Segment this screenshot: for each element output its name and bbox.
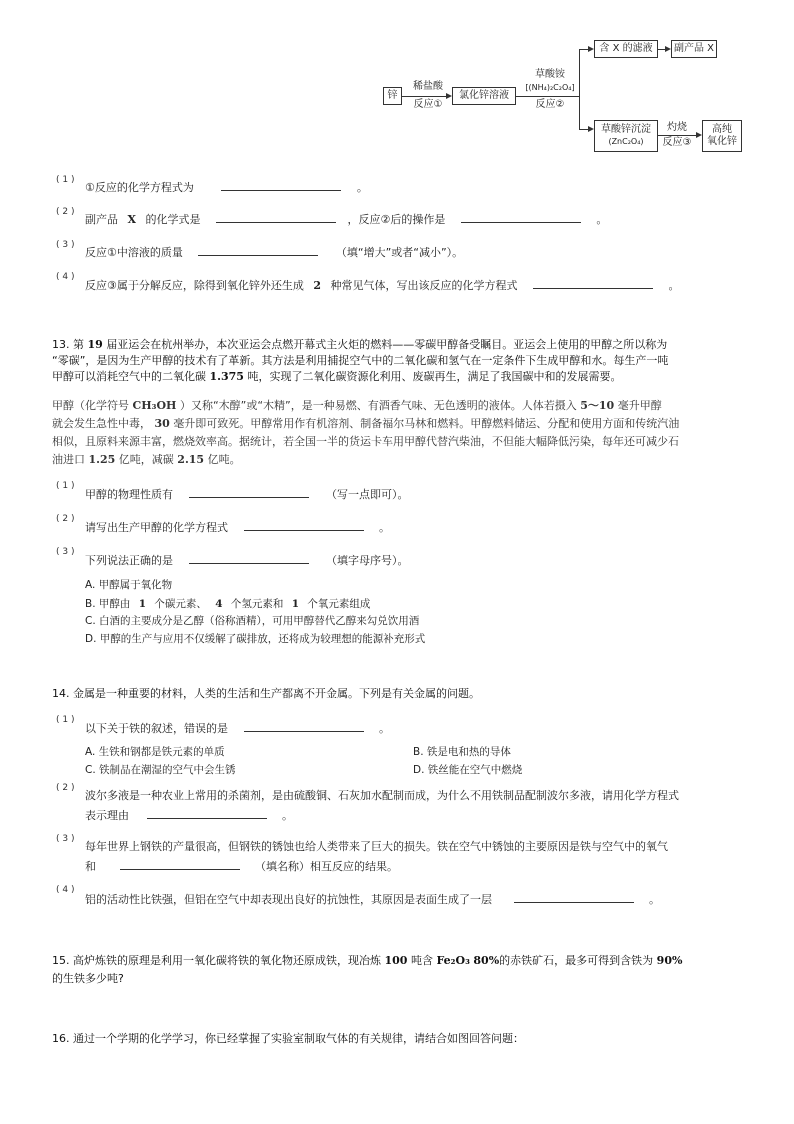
flow-box-zinc: 锌: [383, 87, 402, 105]
q12-1-num: ( 1 ): [56, 175, 75, 185]
q13-2-num: ( 2 ): [56, 514, 75, 524]
q14-2-line2: 表示理由 。: [85, 809, 293, 822]
q14-2-line1: 波尔多液是一种农业上常用的杀菌剂，是由硫酸铜、石灰加水配制而成，为什么不用铁制品配制波尔多液，请用化学方程式: [85, 789, 679, 802]
flow-box-byproduct: 副产品 X: [671, 40, 717, 58]
q16-heading: 16. 通过一个学期的化学学习，你已经掌握了实验室制取气体的有关规律，请结合如图回答问题：: [52, 1032, 524, 1045]
flow-box-precip: 草酸锌沉淀 (ZnC₂O₄): [594, 120, 658, 152]
q14-3-num: ( 3 ): [56, 834, 75, 844]
q14-3-answer-blank[interactable]: [120, 858, 240, 870]
q13-1-num: ( 1 ): [56, 481, 75, 491]
q12-2-num: ( 2 ): [56, 207, 75, 217]
q14-2-answer-blank[interactable]: [147, 807, 267, 819]
q12-4-text: 反应③属于分解反应，除得到氧化锌外还生成 2 种常见气体，写出该反应的化学方程式 。: [85, 279, 680, 292]
q13-heading: 13. 第 19 届亚运会在杭州举办，本次亚运会点燃开幕式主火炬的燃料——零碳甲醇备受瞩目。亚运会上使用的甲醇之所以称为 “零碳”，是因为生产甲醇的技术有了革新。其方法是利用捕捉空气中的二氧化碳和氢气在一定条件下生成甲醇和水。每生产一吨 甲醇可以消耗空气中的二氧化碳 1.375 吨，实现了二氧化碳资源化利用、废碳再生，满足了我国碳中和的发展需要。: [52, 338, 669, 383]
q13-1-text: 甲醇的物理性质有 （写一点即可）。: [85, 488, 409, 501]
q12-3-text: 反应①中溶液的质量 （填“增大”或者“减小”）。: [85, 246, 464, 259]
q15-heading: 15. 高炉炼铁的原理是利用一氧化碳将铁的氧化物还原成铁，现冶炼 100 吨含 Fe₂O₃ 80%的赤铁矿石，最多可得到含铁为 90% 的生铁多少吨?: [52, 954, 683, 985]
q13-option-b[interactable]: B. 甲醇由 1 个碳元素、 4 个氢元素和 1 个氧元素组成: [85, 598, 371, 610]
q14-4-num: ( 4 ): [56, 885, 75, 895]
q14-3-line2: 和 （填名称）相互反应的结果。: [85, 860, 398, 873]
flow-label-ox: 草酸铵: [535, 69, 565, 80]
q13-passage: 甲醇（化学符号 CH₃OH ）又称“木醇”或“木精”，是一种易燃、有酒香气味、无色透明的液体。人体若摄入 5～10 毫升甲醇 就会发生急性中毒， 30 毫升即可致死。甲醇常用作有机溶剂、制备福尔马林和燃料。甲醇燃料储运、分配和使用方面和传统汽油 相似，且原料来源丰富，燃烧效率高。据统计，若全国一半的货运卡车用甲醇代替汽柴油，不但能大幅降低污染，每年还可减少石 油进口 1.25 亿吨，减碳 2.15 亿吨。: [52, 399, 680, 466]
q13-option-d[interactable]: D. 甲醇的生产与应用不仅缓解了碳排放，还将成为较理想的能源补充形式: [85, 633, 426, 645]
q13-3-num: ( 3 ): [56, 547, 75, 557]
q14-1-answer-blank[interactable]: [244, 720, 364, 732]
q13-option-c[interactable]: C. 白酒的主要成分是乙醇（俗称酒精），可用甲醇替代乙醇来勾兑饮用酒: [85, 615, 420, 627]
q14-1-text: 以下关于铁的叙述，错误的是 。: [85, 722, 390, 735]
q13-3-answer-blank[interactable]: [189, 552, 309, 564]
q12-2-answer-blank-b[interactable]: [461, 211, 581, 223]
flow-box-zncl2: 氯化锌溶液: [452, 87, 516, 105]
q13-option-a[interactable]: A. 甲醇属于氧化物: [85, 579, 173, 591]
q12-2-text: 副产品 X 的化学式是 ，反应②后的操作是 。: [85, 213, 608, 226]
q12-2-answer-blank-a[interactable]: [216, 211, 336, 223]
q13-2-answer-blank[interactable]: [244, 519, 364, 531]
flow-label-r1: 反应①: [413, 99, 443, 110]
q14-4-answer-blank[interactable]: [514, 891, 634, 903]
q12-4-answer-blank[interactable]: [533, 277, 653, 289]
q12-3-answer-blank[interactable]: [198, 244, 318, 256]
q14-heading: 14. 金属是一种重要的材料，人类的生活和生产都离不开金属。下列是有关金属的问题。: [52, 687, 480, 700]
q14-option-d[interactable]: D. 铁丝能在空气中燃烧: [413, 764, 523, 776]
q14-option-b[interactable]: B. 铁是电和热的导体: [413, 746, 511, 758]
flow-box-pure-zno: 高纯 氧化锌: [702, 120, 742, 152]
q14-4-text: 铝的活动性比铁强，但铝在空气中却表现出良好的抗蚀性，其原因是表面生成了一层 。: [85, 893, 660, 906]
q12-1-answer-blank[interactable]: [221, 179, 341, 191]
flow-label-ox-formula: [(NH₄)₂C₂O₄]: [525, 83, 575, 92]
q14-option-a[interactable]: A. 生铁和钢都是铁元素的单质: [85, 746, 225, 758]
q12-1-text: ①反应的化学方程式为 。: [85, 181, 368, 194]
q14-option-c[interactable]: C. 铁制品在潮湿的空气中会生锈: [85, 764, 236, 776]
flow-box-filtrate: 含 X 的滤液: [594, 40, 658, 58]
flow-label-acid: 稀盐酸: [413, 81, 443, 92]
q12-3-num: ( 3 ): [56, 240, 75, 250]
flow-label-r2: 反应②: [535, 99, 565, 110]
q12-4-num: ( 4 ): [56, 272, 75, 282]
q14-3-line1: 每年世界上钢铁的产量很高，但钢铁的锈蚀也给人类带来了巨大的损失。铁在空气中锈蚀的主要原因是铁与空气中的氧气: [85, 840, 668, 853]
q14-2-num: ( 2 ): [56, 783, 75, 793]
q13-2-text: 请写出生产甲醇的化学方程式 。: [85, 521, 390, 534]
q13-1-answer-blank[interactable]: [189, 486, 309, 498]
flow-label-burn: 灼烧: [667, 122, 687, 133]
q14-1-num: ( 1 ): [56, 715, 75, 725]
q13-3-text: 下列说法正确的是 （填字母序号）。: [85, 554, 409, 567]
flow-label-r3: 反应③: [662, 137, 692, 148]
